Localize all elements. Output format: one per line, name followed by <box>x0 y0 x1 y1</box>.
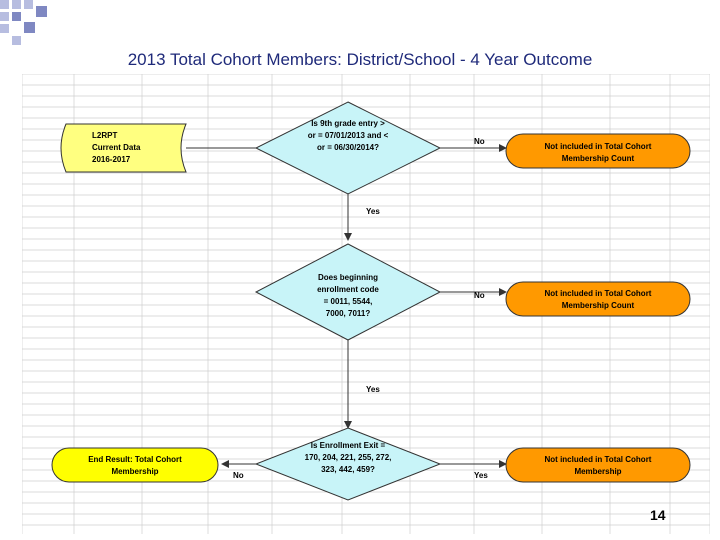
decoration-square <box>12 36 21 45</box>
decision3-line: Is Enrollment Exit = <box>310 441 386 450</box>
terminal1-line: Not included in Total Cohort <box>544 142 652 151</box>
decision1-line: or = 06/30/2014? <box>316 143 380 152</box>
terminal2-line: Not included in Total Cohort <box>544 289 652 298</box>
label-d2-yes: Yes <box>366 385 380 394</box>
end-result-line: End Result: Total Cohort <box>88 455 182 464</box>
decision2-line: Does beginning <box>318 273 378 282</box>
decision2-line: = 0011, 5544, <box>323 297 373 306</box>
data-source-line: 2016-2017 <box>92 155 131 164</box>
decision-enrollment-exit <box>256 428 440 500</box>
decoration-square <box>24 22 35 33</box>
end-result-line: Membership <box>111 467 159 476</box>
decision2-line: 7000, 7011? <box>325 309 371 318</box>
decoration-square <box>36 6 47 17</box>
decoration-square <box>0 24 9 33</box>
terminal-not-included-2 <box>506 282 690 316</box>
decision2-line: enrollment code <box>317 285 379 294</box>
terminal-not-included-3 <box>506 448 690 482</box>
terminal3-line: Membership <box>574 467 622 476</box>
decision1-line: or = 07/01/2013 and < <box>307 131 389 140</box>
decision3-line: 170, 204, 221, 255, 272, <box>304 453 392 462</box>
end-result-terminal <box>52 448 218 482</box>
terminal3-line: Not included in Total Cohort <box>544 455 652 464</box>
decoration-square <box>0 0 9 9</box>
page-number: 14 <box>650 507 666 523</box>
label-d1-no: No <box>474 137 485 146</box>
slide-title: 2013 Total Cohort Members: District/School - 4 Year Outcome <box>127 50 593 69</box>
label-d2-no: No <box>474 291 485 300</box>
data-source-line: Current Data <box>92 143 141 152</box>
data-source-line: L2RPT <box>92 131 118 140</box>
decision1-line: Is 9th grade entry > <box>311 119 385 128</box>
label-d1-yes: Yes <box>366 207 380 216</box>
flowchart-sheet <box>22 74 710 534</box>
decoration-square <box>12 0 21 9</box>
decoration-square <box>0 12 9 21</box>
decoration-square <box>12 12 21 21</box>
decoration-square <box>24 0 33 9</box>
label-d3-yes: Yes <box>474 471 488 480</box>
label-d3-no: No <box>233 471 244 480</box>
terminal1-line: Membership Count <box>561 154 635 163</box>
decision3-line: 323, 442, 459? <box>321 465 375 474</box>
terminal2-line: Membership Count <box>561 301 635 310</box>
